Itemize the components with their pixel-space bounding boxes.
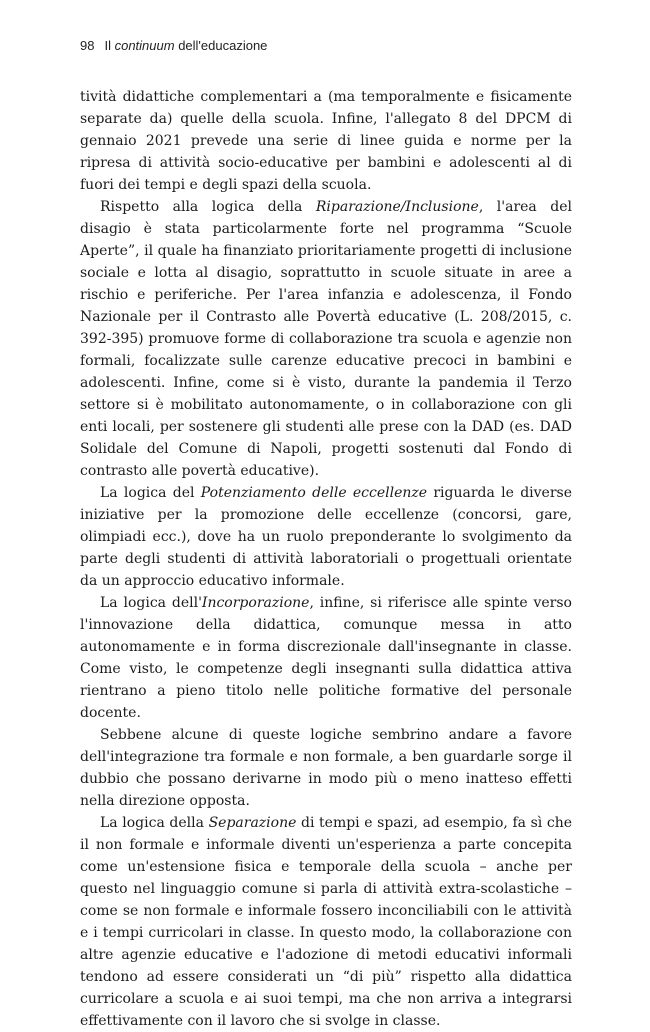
paragraph-6: [80, 812, 572, 1032]
paragraph-1-text: tività didattiche complementari a (ma temporalmente e fisicamente separate da) quelle della scuola. Infine, l'allegato 8 del DPCM di gennaio 2021 prevede una serie di linee guida e norme per la ripresa di attività socio-educative per bambini e adolescenti al di fuori dei tempi e degli spazi della scuola.: [80, 89, 572, 193]
paragraph-4-text-b: , infine, si riferisce alle spinte verso l'innovazione della didattica, comunque messa in atto autonomamente e in forma discrezionale dall'insegnante in classe. Come visto, le competenze degli insegnanti sulla didattica attiva rientrano a pieno titolo nelle politiche formative del personale docente.: [80, 595, 572, 721]
paragraph-6-text-b: di tempi e spazi, ad esempio, fa sì che il non formale e informale diventi un'esperienza a parte concepita come un'estensione fisica e temporale della scuola – anche per questo nel linguaggio comune si parla di attività extra-scolastiche – come se non formale e informale fossero inconciliabili con le attività e i tempi curricolari in classe. In questo modo, la collaborazione con altre agenzie educative e l'adozione di metodi educativi informali tendono ad essere considerati un “di più” rispetto alla didattica curricolare a scuola e ai suoi tempi, ma che non arriva a integrarsi effettivamente con il lavoro che si svolge in classe.: [80, 815, 572, 1029]
paragraph-2: [80, 196, 572, 482]
paragraph-3-italic: Potenziamento delle eccellenze: [200, 485, 428, 501]
paragraph-6-italic: Separazione: [208, 815, 297, 831]
paragraph-6-text-a: La logica della: [100, 815, 209, 831]
paragraph-3-text-b: riguarda le diverse iniziative per la promozione delle eccellenze (concorsi, gare, olimpiadi ecc.), dove ha un ruolo preponderante lo svolgimento da parte degli studenti di attività laboratoriali o progettuali orientate da un approccio educativo informale.: [80, 485, 572, 589]
paragraph-2-italic: Riparazione/Inclusione: [315, 199, 479, 215]
paragraph-4-italic: Incorporazione: [201, 595, 310, 611]
header-title-prefix: Il: [104, 38, 115, 53]
paragraph-5: [80, 724, 572, 812]
body-text: [80, 86, 572, 1032]
paragraph-4: [80, 592, 572, 724]
paragraph-5-text: Sebbene alcune di queste logiche sembrino andare a favore dell'integrazione tra formale e non formale, a ben guardarle sorge il dubbio che possano derivarne in modo più o meno inatteso effetti nella direzione opposta.: [80, 727, 572, 809]
header-title-suffix: dell'educazione: [174, 38, 268, 53]
page-number: 98: [80, 38, 95, 53]
paragraph-3-text-a: La logica del: [100, 485, 201, 501]
paragraph-1: [80, 86, 572, 196]
paragraph-4-text-a: La logica dell': [100, 595, 202, 611]
paragraph-2-text-b: , l'area del disagio è stata particolarmente forte nel programma “Scuole Aperte”, il quale ha finanziato prioritariamente progetti di inclusione sociale e lotta al disagio, soprattutto in scuole situate in aree a rischio e periferiche. Per l'area infanzia e adolescenza, il Fondo Nazionale per il Contrasto alle Povertà educative (L. 208/2015, c. 392-395) promuove forme di collaborazione tra scuola e agenzie non formali, focalizzate sulle carenze educative precoci in bambini e adolescenti. Infine, come si è visto, durante la pandemia il Terzo settore si è mobilitato autonomamente, o in collaborazione con gli enti locali, per sostenere gli studenti alle prese con la DAD (es. DAD Solidale del Comune di Napoli, progetti sostenuti dal Fondo di contrasto alle povertà educative).: [80, 199, 572, 479]
paragraph-3: [80, 482, 572, 592]
paragraph-2-text-a: Rispetto alla logica della: [100, 199, 316, 215]
header-title-italic: continuum: [114, 38, 175, 53]
running-header: [80, 38, 267, 53]
